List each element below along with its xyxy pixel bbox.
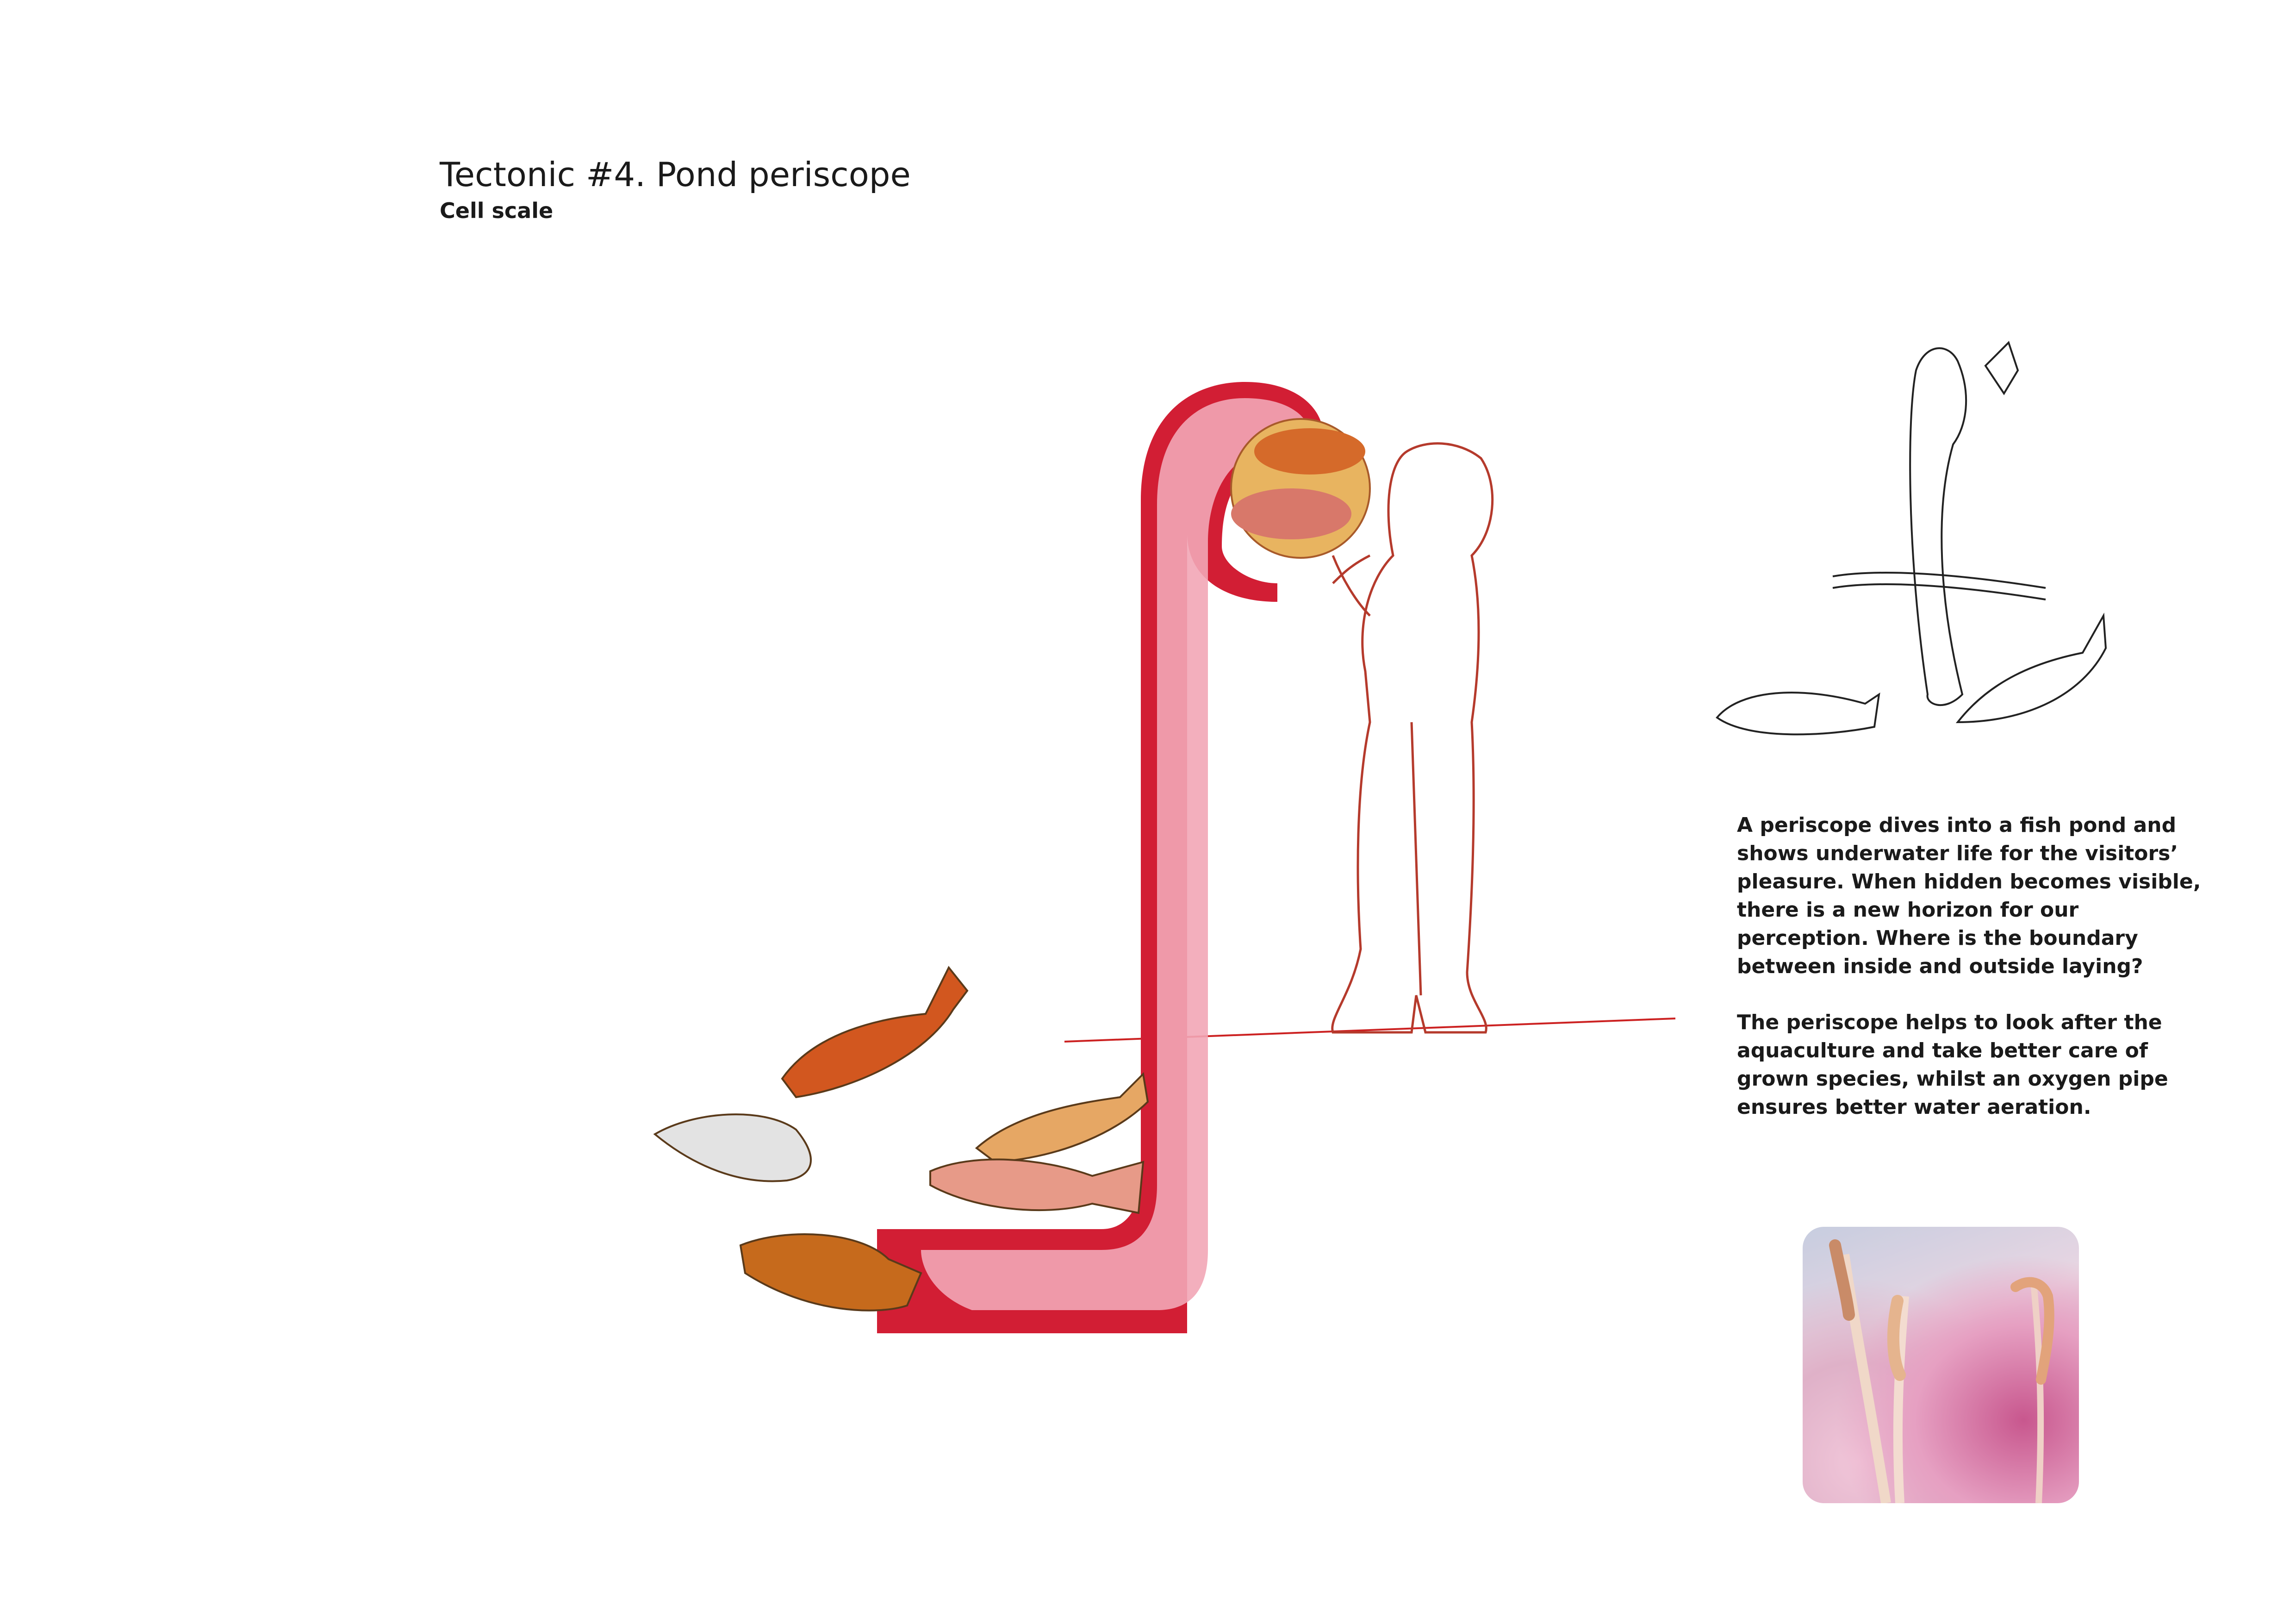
periscope-sketch: [1717, 343, 2106, 734]
description: [1737, 811, 2214, 1149]
lily-photo: [1803, 1227, 2079, 1503]
description-paragraph-1: A periscope dives into a fish pond and shows underwater life for the visitors’ pleasure. When hidden becomes visible, there is a new horizon for our perception. Where is the boundary between inside and outside laying?: [1737, 813, 2201, 978]
fish-4: [930, 1160, 1143, 1213]
description-paragraph-2: The periscope helps to look after the aquaculture and take better care of grown species, whilst an oxygen pipe ensures better water aeration.: [1737, 1011, 2168, 1119]
page-title: Tectonic #4. Pond periscope: [440, 155, 911, 194]
fish-3: [977, 1074, 1148, 1162]
page-subtitle: Cell scale: [440, 198, 554, 223]
stamen-illustration: [1803, 1227, 2079, 1503]
fish-2: [655, 1114, 811, 1181]
visitor-figure: [1332, 443, 1493, 1032]
fish-1: [782, 968, 967, 1097]
